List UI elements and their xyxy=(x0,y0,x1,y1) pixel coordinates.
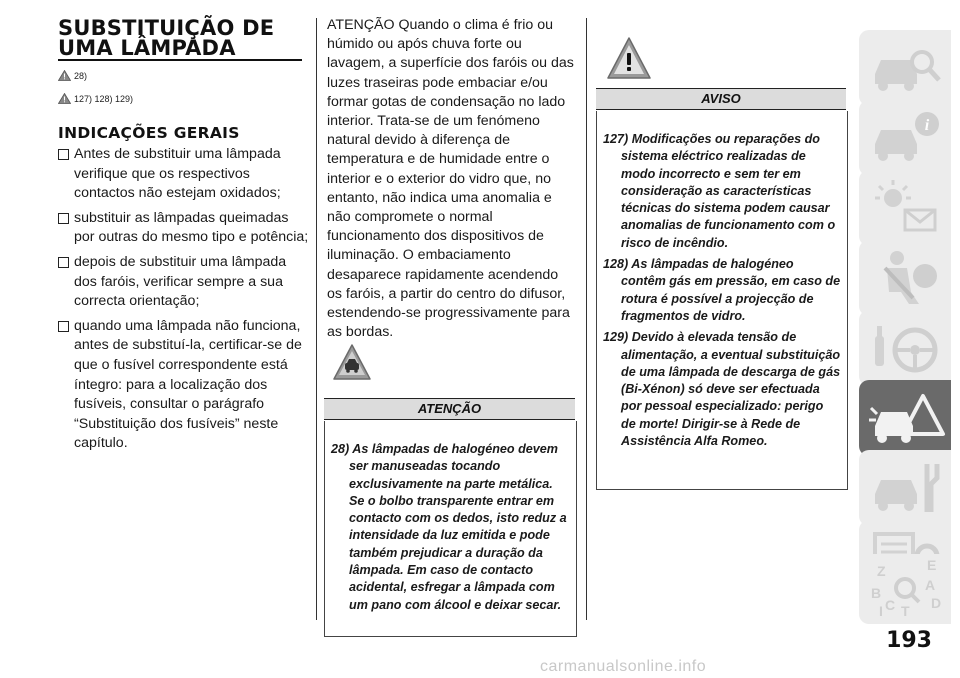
car-skid-warning-icon xyxy=(332,343,372,383)
sidebar-tab-emergency[interactable] xyxy=(859,380,951,456)
column-divider xyxy=(586,18,587,620)
sidebar-tab-driving[interactable] xyxy=(859,310,951,386)
index-letter: E xyxy=(927,558,937,573)
car-emergency-icon xyxy=(867,386,947,450)
page-number: 193 xyxy=(886,628,932,653)
section-subheading: INDICAÇÕES GERAIS xyxy=(58,124,240,142)
index-letter: T xyxy=(901,603,910,619)
sidebar-tab-car-search[interactable] xyxy=(859,30,951,106)
steering-wheel-key-icon xyxy=(867,316,947,380)
lights-warning-icon xyxy=(867,176,947,240)
attention-box xyxy=(324,421,577,637)
sidebar-tab-lights[interactable] xyxy=(859,170,951,246)
list-item xyxy=(58,209,310,248)
warning-box xyxy=(596,111,848,490)
list-item xyxy=(58,145,310,204)
watermark: carmanualsonline.info xyxy=(540,658,707,675)
warning-box-header: AVISO xyxy=(596,88,846,110)
exclamation-warning-icon xyxy=(606,36,652,82)
list-item-text: Antes de substituir uma lâmpada verifique que os respectivos contactos não estejam oxidados; xyxy=(74,146,281,202)
column-divider xyxy=(316,18,317,620)
list-item xyxy=(58,317,310,454)
car-service-icon xyxy=(867,456,947,520)
car-search-icon xyxy=(867,36,947,100)
warning-triangle-icon xyxy=(58,93,71,104)
list-item: 128) As lâmpadas de halogéneo contêm gás em pressão, em caso de rotura é possível a projecção de fragmentos de vidro. xyxy=(603,257,841,323)
svg-text:i: i xyxy=(924,117,930,134)
index-letter: C xyxy=(885,597,896,613)
page-title: SUBSTITUIÇÃO DE UMA LÂMPADA xyxy=(58,16,275,60)
list-item: 129) Devido à elevada tensão de alimentação, a eventual substituição de uma lâmpada de descarga de gás (Bi-Xénon) só deve ser efectuada por pessoal especializado: perigo de morte! Dirigir-se à Rede de Assistência Alfa Romeo. xyxy=(603,330,841,449)
car-info-icon xyxy=(867,106,947,170)
attention-list xyxy=(325,421,576,614)
list-item-text: substituir as lâmpadas queimadas por outras do mesmo tipo e potência; xyxy=(74,209,309,246)
list-item-text: depois de substituir uma lâmpada dos faróis, verificar sempre a sua correcta orientação; xyxy=(74,253,287,310)
condensation-paragraph: ATENÇÃO Quando o clima é frio ou húmido ou após chuva forte ou lavagem, a superfície dos faróis ou das luzes traseiras pode embaciar e/ou formar gotas de condensação no lado interior. Trata-se de um fenómeno natural devido à diferença de temperatura e de humidade entre o interior e o exterior do vidro que, no entanto, não indica uma anomalia e não compromete o normal funcionamento dos dispositivos de iluminação. O embaciamento desaparece rapidamente acendendo os faróis, a partir do centro do difusor, estendendo-se progressivamente para as bordas. xyxy=(327,17,574,341)
sidebar-tab-index[interactable] xyxy=(859,554,951,624)
list-item-text: quando uma lâmpada não funciona, antes de substituí-la, certificar-se de que o fusível correspondente está íntegro: para a localização dos fusíveis, consultar o parágrafo “Substituição dos fusíveis” neste capítulo. xyxy=(74,317,302,452)
index-letter: Z xyxy=(877,563,886,579)
attention-box-header: ATENÇÃO xyxy=(324,398,575,420)
list-item: 127) Modificações ou reparações do sistema eléctrico realizadas de modo incorrecto e sem ter em consideração as características técnicas do sistema podem causar anomalias de funcionamento com o risco de incêndio. xyxy=(603,132,836,250)
checkbox-bullet-icon xyxy=(58,149,69,160)
sidebar-tab-service[interactable] xyxy=(859,450,951,526)
warning-ref-1 xyxy=(58,70,87,81)
warning-ref-2 xyxy=(58,93,133,104)
index-letter: B xyxy=(871,585,882,601)
warning-triangle-icon xyxy=(58,70,71,81)
sidebar-tab-safety[interactable] xyxy=(859,240,951,316)
checkbox-bullet-icon xyxy=(58,321,69,332)
checkbox-bullet-icon xyxy=(58,257,69,268)
warning-list xyxy=(597,111,847,450)
checkbox-bullet-icon xyxy=(58,213,69,224)
alphabetical-index-icon xyxy=(867,558,947,622)
instruction-list xyxy=(58,145,310,459)
warning-ref-text: 28) xyxy=(74,70,88,81)
index-letter: I xyxy=(879,603,883,619)
list-item xyxy=(58,253,310,312)
index-letter: D xyxy=(931,595,942,611)
list-item: 28) As lâmpadas de halogéneo devem ser manuseadas tocando exclusivamente na parte metálica. Se o bolbo transparente entrar em contacto com os dedos, isto reduz a intensidade da luz emitida e pode também prejudicar a duração da lâmpada. Em caso de contacto acidental, esfregar a lâmpada com um pano com álcool e deixar secar. xyxy=(331,442,567,612)
airbag-seatbelt-icon xyxy=(867,246,947,310)
sidebar-tab-car-info[interactable] xyxy=(859,100,951,176)
warning-ref-text: 127) 128) 129) xyxy=(74,93,134,104)
title-divider xyxy=(58,59,302,61)
index-letter: A xyxy=(925,577,936,593)
